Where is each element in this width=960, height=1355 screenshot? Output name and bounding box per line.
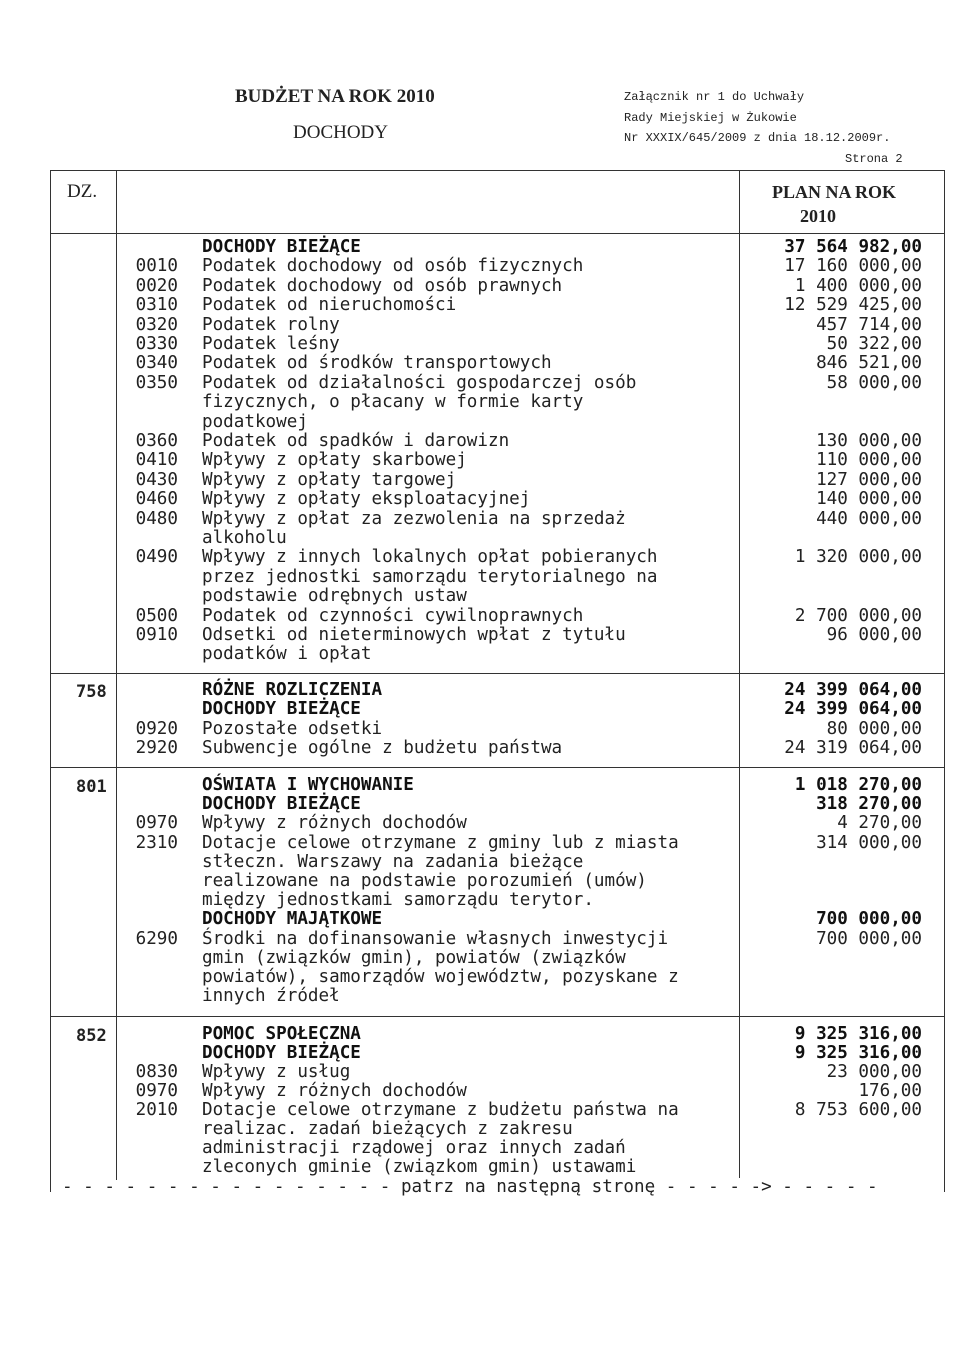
page-number: Strona 2 bbox=[845, 152, 903, 166]
row-code: 0410 bbox=[135, 450, 178, 470]
row-code: 0970 bbox=[135, 813, 178, 833]
row-code: 0830 bbox=[135, 1062, 178, 1082]
row-description: podatkowej bbox=[202, 412, 308, 432]
row-amount: 58 000,00 bbox=[826, 373, 922, 393]
row-amount: 1 018 270,00 bbox=[794, 775, 922, 795]
table-row bbox=[130, 1120, 930, 1139]
row-description: Podatek leśny bbox=[202, 334, 340, 354]
row-code: 2920 bbox=[135, 738, 178, 758]
row-code: 0010 bbox=[135, 256, 178, 276]
row-description: DOCHODY BIEŻĄCE bbox=[202, 237, 361, 257]
row-amount: 1 320 000,00 bbox=[794, 547, 922, 567]
row-description: Podatek od czynności cywilnoprawnych bbox=[202, 606, 584, 626]
row-code: 2010 bbox=[135, 1100, 178, 1120]
attachment-line-1: Załącznik nr 1 do Uchwały bbox=[624, 90, 805, 104]
row-description: Wpływy z różnych dochodów bbox=[202, 1081, 467, 1101]
table-top-border bbox=[50, 170, 945, 171]
table-row bbox=[130, 700, 930, 719]
row-amount: 96 000,00 bbox=[826, 625, 922, 645]
section-dz-code: 801 bbox=[76, 777, 107, 797]
row-description: Podatek dochodowy od osób fizycznych bbox=[202, 256, 584, 276]
row-description: Wpływy z opłaty eksploatacyjnej bbox=[202, 489, 531, 509]
row-description: powiatów), samorządów województw, pozyskane z bbox=[202, 967, 679, 987]
row-description: Dotacje celowe otrzymane z gminy lub z miasta bbox=[202, 833, 679, 853]
row-amount: 318 270,00 bbox=[816, 794, 922, 814]
table-row bbox=[130, 568, 930, 587]
table-left-border bbox=[50, 170, 51, 1192]
table-row bbox=[130, 510, 930, 529]
row-code: 0490 bbox=[135, 547, 178, 567]
table-row bbox=[130, 1044, 930, 1063]
row-amount: 24 399 064,00 bbox=[784, 699, 922, 719]
table-row bbox=[130, 891, 930, 910]
row-code: 0340 bbox=[135, 353, 178, 373]
row-description: innych źródeł bbox=[202, 986, 340, 1006]
row-amount: 130 000,00 bbox=[816, 431, 922, 451]
row-amount: 110 000,00 bbox=[816, 450, 922, 470]
row-description: stłeczn. Warszawy na zadania bieżące bbox=[202, 852, 584, 872]
row-amount: 23 000,00 bbox=[826, 1062, 922, 1082]
row-description: DOCHODY BIEŻĄCE bbox=[202, 699, 361, 719]
table-row bbox=[130, 393, 930, 412]
row-description: Podatek rolny bbox=[202, 315, 340, 335]
row-amount: 80 000,00 bbox=[826, 719, 922, 739]
table-row bbox=[130, 987, 930, 1006]
row-code: 2310 bbox=[135, 833, 178, 853]
table-row bbox=[130, 968, 930, 987]
table-row bbox=[130, 238, 930, 257]
row-description: realizowane na podstawie porozumień (umów) bbox=[202, 871, 647, 891]
section-divider-758 bbox=[50, 673, 945, 674]
table-row bbox=[130, 626, 930, 645]
table-row bbox=[130, 607, 930, 626]
row-description: Środki na dofinansowanie własnych inwestycji bbox=[202, 929, 669, 949]
row-description: Dotacje celowe otrzymane z budżetu państwa na bbox=[202, 1100, 679, 1120]
row-code: 0970 bbox=[135, 1081, 178, 1101]
table-row bbox=[130, 296, 930, 315]
budget-subtitle: DOCHODY bbox=[293, 122, 388, 143]
table-row bbox=[130, 910, 930, 929]
row-amount: 24 319 064,00 bbox=[784, 738, 922, 758]
row-description: administracji rządowej oraz innych zadań bbox=[202, 1138, 626, 1158]
row-description: POMOC SPOŁECZNA bbox=[202, 1024, 361, 1044]
table-row bbox=[130, 587, 930, 606]
table-right-border bbox=[944, 170, 945, 1192]
row-amount: 12 529 425,00 bbox=[784, 295, 922, 315]
table-row bbox=[130, 681, 930, 700]
row-amount: 4 270,00 bbox=[837, 813, 922, 833]
table-row bbox=[130, 335, 930, 354]
table-row bbox=[130, 1158, 930, 1177]
row-description: DOCHODY MAJĄTKOWE bbox=[202, 909, 383, 929]
section-dz-code: 852 bbox=[76, 1026, 107, 1046]
row-description: Podatek dochodowy od osób prawnych bbox=[202, 276, 563, 296]
row-amount: 37 564 982,00 bbox=[784, 237, 922, 257]
row-description: OŚWIATA I WYCHOWANIE bbox=[202, 775, 414, 795]
table-row bbox=[130, 795, 930, 814]
table-row bbox=[130, 548, 930, 567]
row-code: 0480 bbox=[135, 509, 178, 529]
row-code: 0320 bbox=[135, 315, 178, 335]
row-amount: 440 000,00 bbox=[816, 509, 922, 529]
table-row bbox=[130, 490, 930, 509]
row-description: fizycznych, o płacany w formie karty bbox=[202, 392, 584, 412]
row-amount: 9 325 316,00 bbox=[794, 1043, 922, 1063]
table-row bbox=[130, 1025, 930, 1044]
section-dz-code: 758 bbox=[76, 682, 107, 702]
table-row bbox=[130, 432, 930, 451]
row-description: Wpływy z opłaty targowej bbox=[202, 470, 457, 490]
row-description: Subwencje ogólne z budżetu państwa bbox=[202, 738, 563, 758]
row-code: 0910 bbox=[135, 625, 178, 645]
row-amount: 700 000,00 bbox=[816, 929, 922, 949]
row-description: przez jednostki samorządu terytorialnego na bbox=[202, 567, 658, 587]
row-code: 0920 bbox=[135, 719, 178, 739]
row-description: RÓŻNE ROZLICZENIA bbox=[202, 680, 383, 700]
row-description: Podatek od działalności gospodarczej osób bbox=[202, 373, 637, 393]
table-row bbox=[130, 354, 930, 373]
row-description: Wpływy z różnych dochodów bbox=[202, 813, 467, 833]
table-row bbox=[130, 776, 930, 795]
row-amount: 140 000,00 bbox=[816, 489, 922, 509]
table-row bbox=[130, 1101, 930, 1120]
row-amount: 700 000,00 bbox=[816, 909, 922, 929]
row-description: podatków i opłat bbox=[202, 644, 372, 664]
table-row bbox=[130, 413, 930, 432]
row-code: 0020 bbox=[135, 276, 178, 296]
column-header-dz: DZ. bbox=[67, 181, 98, 202]
row-code: 0310 bbox=[135, 295, 178, 315]
table-row bbox=[130, 1082, 930, 1101]
table-row bbox=[130, 1139, 930, 1158]
table-row bbox=[130, 374, 930, 393]
column-header-plan: PLAN NA ROK bbox=[772, 182, 897, 202]
row-amount: 24 399 064,00 bbox=[784, 680, 922, 700]
row-amount: 127 000,00 bbox=[816, 470, 922, 490]
column-header-plan-year: 2010 bbox=[800, 206, 836, 226]
row-amount: 1 400 000,00 bbox=[794, 276, 922, 296]
row-code: 6290 bbox=[135, 929, 178, 949]
row-description: Pozostałe odsetki bbox=[202, 719, 383, 739]
table-row bbox=[130, 645, 930, 664]
budget-title: BUDŻET NA ROK 2010 bbox=[235, 86, 435, 107]
table-row bbox=[130, 949, 930, 968]
row-description: alkoholu bbox=[202, 528, 287, 548]
row-code: 0360 bbox=[135, 431, 178, 451]
row-amount: 457 714,00 bbox=[816, 315, 922, 335]
table-row bbox=[130, 1063, 930, 1082]
row-description: DOCHODY BIEŻĄCE bbox=[202, 1043, 361, 1063]
table-row bbox=[130, 471, 930, 490]
table-row bbox=[130, 720, 930, 739]
table-row bbox=[130, 277, 930, 296]
row-description: Wpływy z innych lokalnych opłat pobieranych bbox=[202, 547, 658, 567]
row-code: 0350 bbox=[135, 373, 178, 393]
table-row bbox=[130, 834, 930, 853]
row-amount: 8 753 600,00 bbox=[794, 1100, 922, 1120]
row-description: Wpływy z opłat za zezwolenia na sprzedaż bbox=[202, 509, 626, 529]
attachment-line-3: Nr XXXIX/645/2009 z dnia 18.12.2009r. bbox=[624, 131, 891, 145]
table-row bbox=[130, 316, 930, 335]
row-amount: 314 000,00 bbox=[816, 833, 922, 853]
column-divider-dz bbox=[116, 170, 117, 1180]
attachment-line-2: Rady Miejskiej w Żukowie bbox=[624, 111, 797, 125]
row-amount: 846 521,00 bbox=[816, 353, 922, 373]
table-row bbox=[130, 814, 930, 833]
table-row bbox=[130, 257, 930, 276]
row-description: Wpływy z opłaty skarbowej bbox=[202, 450, 467, 470]
row-code: 0460 bbox=[135, 489, 178, 509]
table-row bbox=[130, 853, 930, 872]
row-amount: 50 322,00 bbox=[826, 334, 922, 354]
row-amount: 176,00 bbox=[858, 1081, 922, 1101]
header-bottom-border bbox=[50, 233, 945, 234]
section-divider-852 bbox=[50, 1016, 945, 1017]
table-row bbox=[130, 872, 930, 891]
row-code: 0330 bbox=[135, 334, 178, 354]
row-description: Wpływy z usług bbox=[202, 1062, 351, 1082]
row-amount: 17 160 000,00 bbox=[784, 256, 922, 276]
row-description: gmin (związków gmin), powiatów (związków bbox=[202, 948, 626, 968]
row-description: Podatek od nieruchomości bbox=[202, 295, 457, 315]
row-amount: 9 325 316,00 bbox=[794, 1024, 922, 1044]
row-description: DOCHODY BIEŻĄCE bbox=[202, 794, 361, 814]
row-description: realizac. zadań bieżących z zakresu bbox=[202, 1119, 573, 1139]
row-amount: 2 700 000,00 bbox=[794, 606, 922, 626]
row-description: podstawie odrębnych ustaw bbox=[202, 586, 467, 606]
section-divider-801 bbox=[50, 767, 945, 768]
row-description: Odsetki od nieterminowych wpłat z tytułu bbox=[202, 625, 626, 645]
row-code: 0430 bbox=[135, 470, 178, 490]
row-description: między jednostkami samorządu terytor. bbox=[202, 890, 594, 910]
continuation-note: - - - - - - - - - - - - - - - - patrz na następną stronę - - - - -> - - - - - bbox=[62, 1177, 878, 1197]
row-description: Podatek od spadków i darowizn bbox=[202, 431, 510, 451]
row-description: Podatek od środków transportowych bbox=[202, 353, 552, 373]
table-row bbox=[130, 451, 930, 470]
row-code: 0500 bbox=[135, 606, 178, 626]
table-row bbox=[130, 930, 930, 949]
table-row bbox=[130, 739, 930, 758]
table-row bbox=[130, 529, 930, 548]
row-description: zleconych gminie (związkom gmin) ustawami bbox=[202, 1157, 637, 1177]
